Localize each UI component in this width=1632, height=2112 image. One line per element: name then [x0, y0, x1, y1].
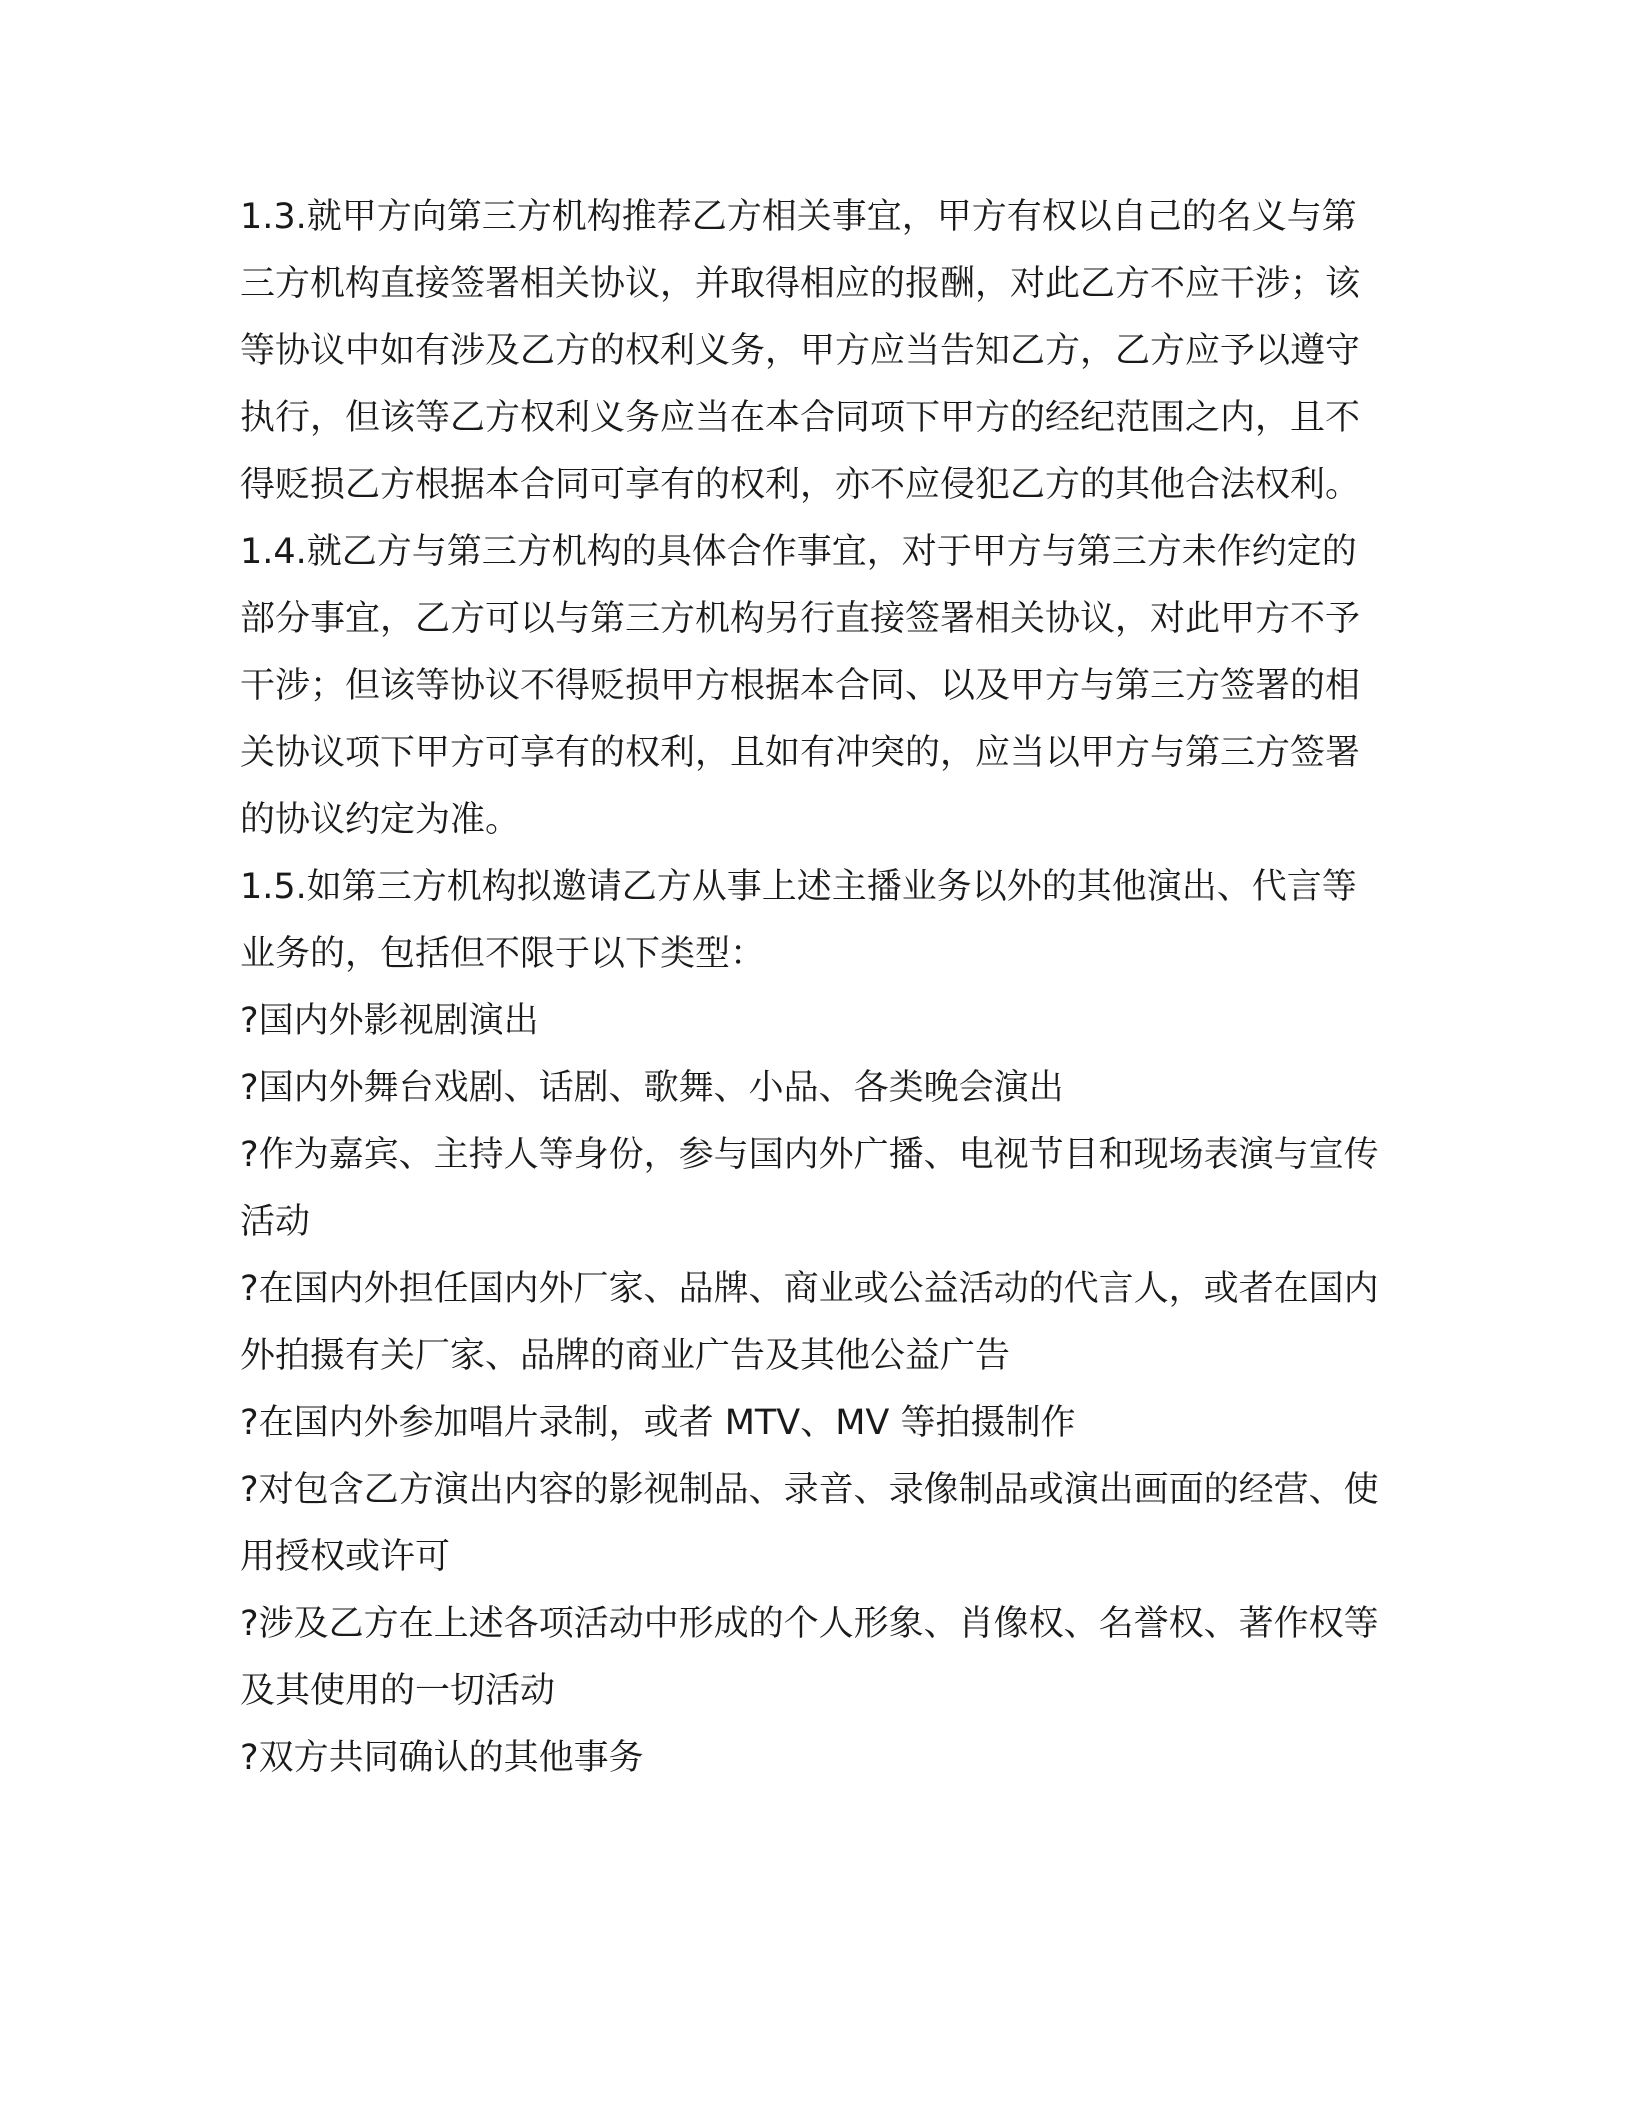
- clause-1-3: 1.3.就甲方向第三方机构推荐乙方相关事宜，甲方有权以自己的名义与第三方机构直接签署相关协议，并取得相应的报酬，对此乙方不应干涉；该等协议中如有涉及乙方的权利义务，甲方应当告知乙方，乙方应予以遵守执行，但该等乙方权利义务应当在本合同项下甲方的经纪范围之内，且不得贬损乙方根据本合同可享有的权利，亦不应侵犯乙方的其他合法权利。: [240, 197, 1361, 505]
- list-item: ?在国内外参加唱片录制，或者 MTV、MV 等拍摄制作: [240, 1403, 1076, 1443]
- list-item: ?双方共同确认的其他事务: [240, 1738, 644, 1778]
- list-item: ?在国内外担任国内外厂家、品牌、商业或公益活动的代言人，或者在国内外拍摄有关厂家、品牌的商业广告及其他公益广告: [240, 1269, 1379, 1376]
- list-item: ?国内外影视剧演出: [240, 1001, 539, 1041]
- list-item: ?国内外舞台戏剧、话剧、歌舞、小品、各类晚会演出: [240, 1068, 1064, 1108]
- list-item: ?涉及乙方在上述各项活动中形成的个人形象、肖像权、名誉权、著作权等及其使用的一切活动: [240, 1604, 1379, 1711]
- list-item: ?对包含乙方演出内容的影视制品、录音、录像制品或演出画面的经营、使用授权或许可: [240, 1470, 1379, 1577]
- list-item: ?作为嘉宾、主持人等身份，参与国内外广播、电视节目和现场表演与宣传活动: [240, 1135, 1379, 1242]
- clause-1-4: 1.4.就乙方与第三方机构的具体合作事宜，对于甲方与第三方未作约定的部分事宜，乙方可以与第三方机构另行直接签署相关协议，对此甲方不予干涉；但该等协议不得贬损甲方根据本合同、以及甲方与第三方签署的相关协议项下甲方可享有的权利，且如有冲突的，应当以甲方与第三方签署的协议约定为准。: [240, 532, 1361, 840]
- document-body: [240, 184, 1390, 1792]
- clause-1-5: 1.5.如第三方机构拟邀请乙方从事上述主播业务以外的其他演出、代言等业务的，包括但不限于以下类型：: [240, 867, 1357, 974]
